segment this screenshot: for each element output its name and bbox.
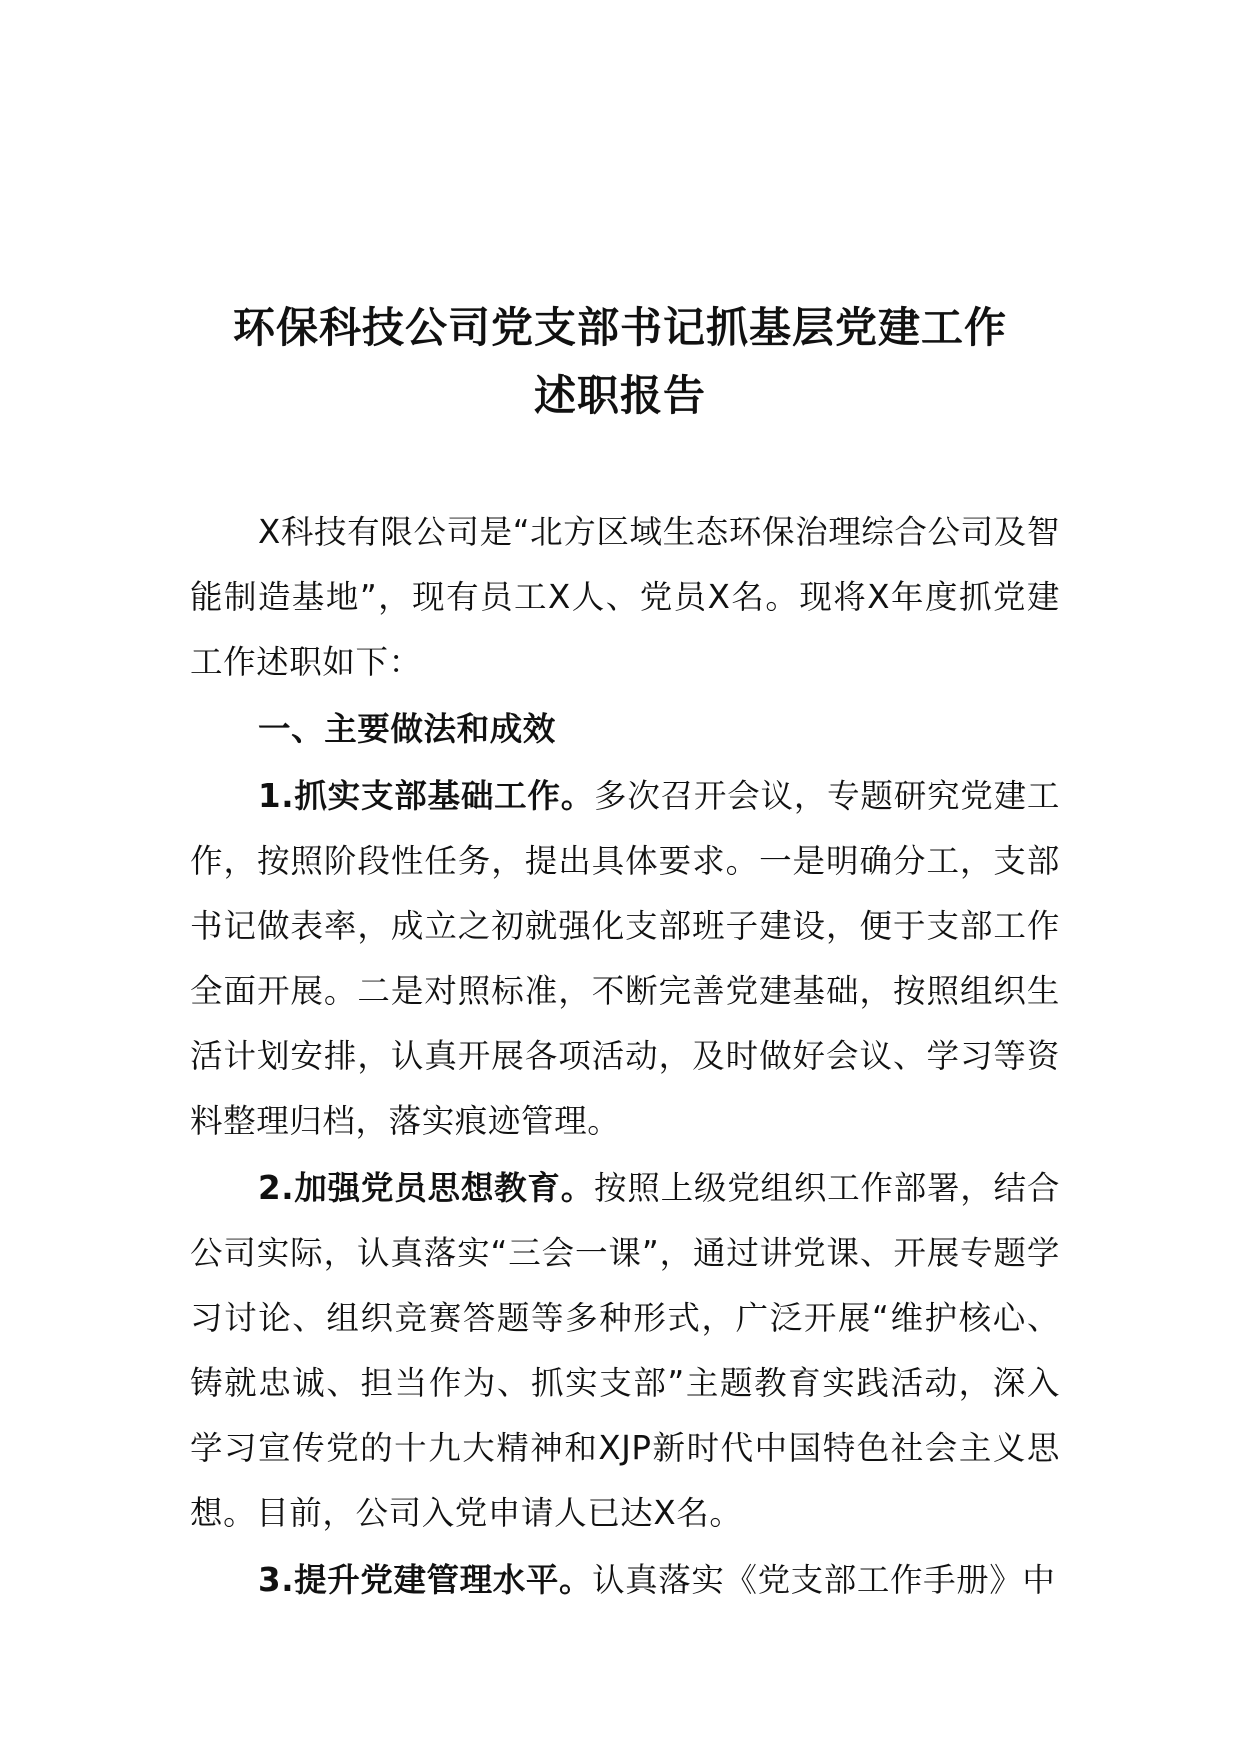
item-paragraph-3 <box>190 1548 1060 1613</box>
item-paragraph-1 <box>190 764 1060 1154</box>
item-3-text: 认真落实《党支部工作手册》中 <box>592 1561 1056 1599</box>
intro-paragraph <box>190 500 1060 695</box>
section-heading <box>190 697 1060 762</box>
intro-text: X科技有限公司是“北方区域生态环保治理综合公司及智能制造基地”，现有员工X人、党员X名。现将X年度抓党建工作述职如下： <box>190 513 1060 681</box>
item-1-lead: 1.抓实支部基础工作。 <box>258 777 595 815</box>
item-2-lead: 2.加强党员思想教育。 <box>258 1169 595 1207</box>
document-body <box>190 500 1060 1615</box>
item-paragraph-2 <box>190 1156 1060 1546</box>
item-2-text: 按照上级党组织工作部署，结合公司实际，认真落实“三会一课”，通过讲党课、开展专题学习讨论、组织竞赛答题等多种形式，广泛开展“维护核心、铸就忠诚、担当作为、抓实支部”主题教育实践活动，深入学习宣传党的十九大精神和XJP新时代中国特色社会主义思想。目前，公司入党申请人已达X名。 <box>190 1169 1060 1532</box>
section-heading-text: 一、主要做法和成效 <box>258 710 556 748</box>
item-3-lead: 3.提升党建管理水平。 <box>258 1561 593 1599</box>
document-title-line-2: 述职报告 <box>533 371 706 420</box>
item-1-text: 多次召开会议，专题研究党建工作，按照阶段性任务，提出具体要求。一是明确分工，支部书记做表率，成立之初就强化支部班子建设，便于支部工作全面开展。二是对照标准，不断完善党建基础，按照组织生活计划安排，认真开展各项活动，及时做好会议、学习等资料整理归档，落实痕迹管理。 <box>190 777 1060 1140</box>
document-title-line-1: 环保科技公司党支部书记抓基层党建工作 <box>232 303 1007 352</box>
